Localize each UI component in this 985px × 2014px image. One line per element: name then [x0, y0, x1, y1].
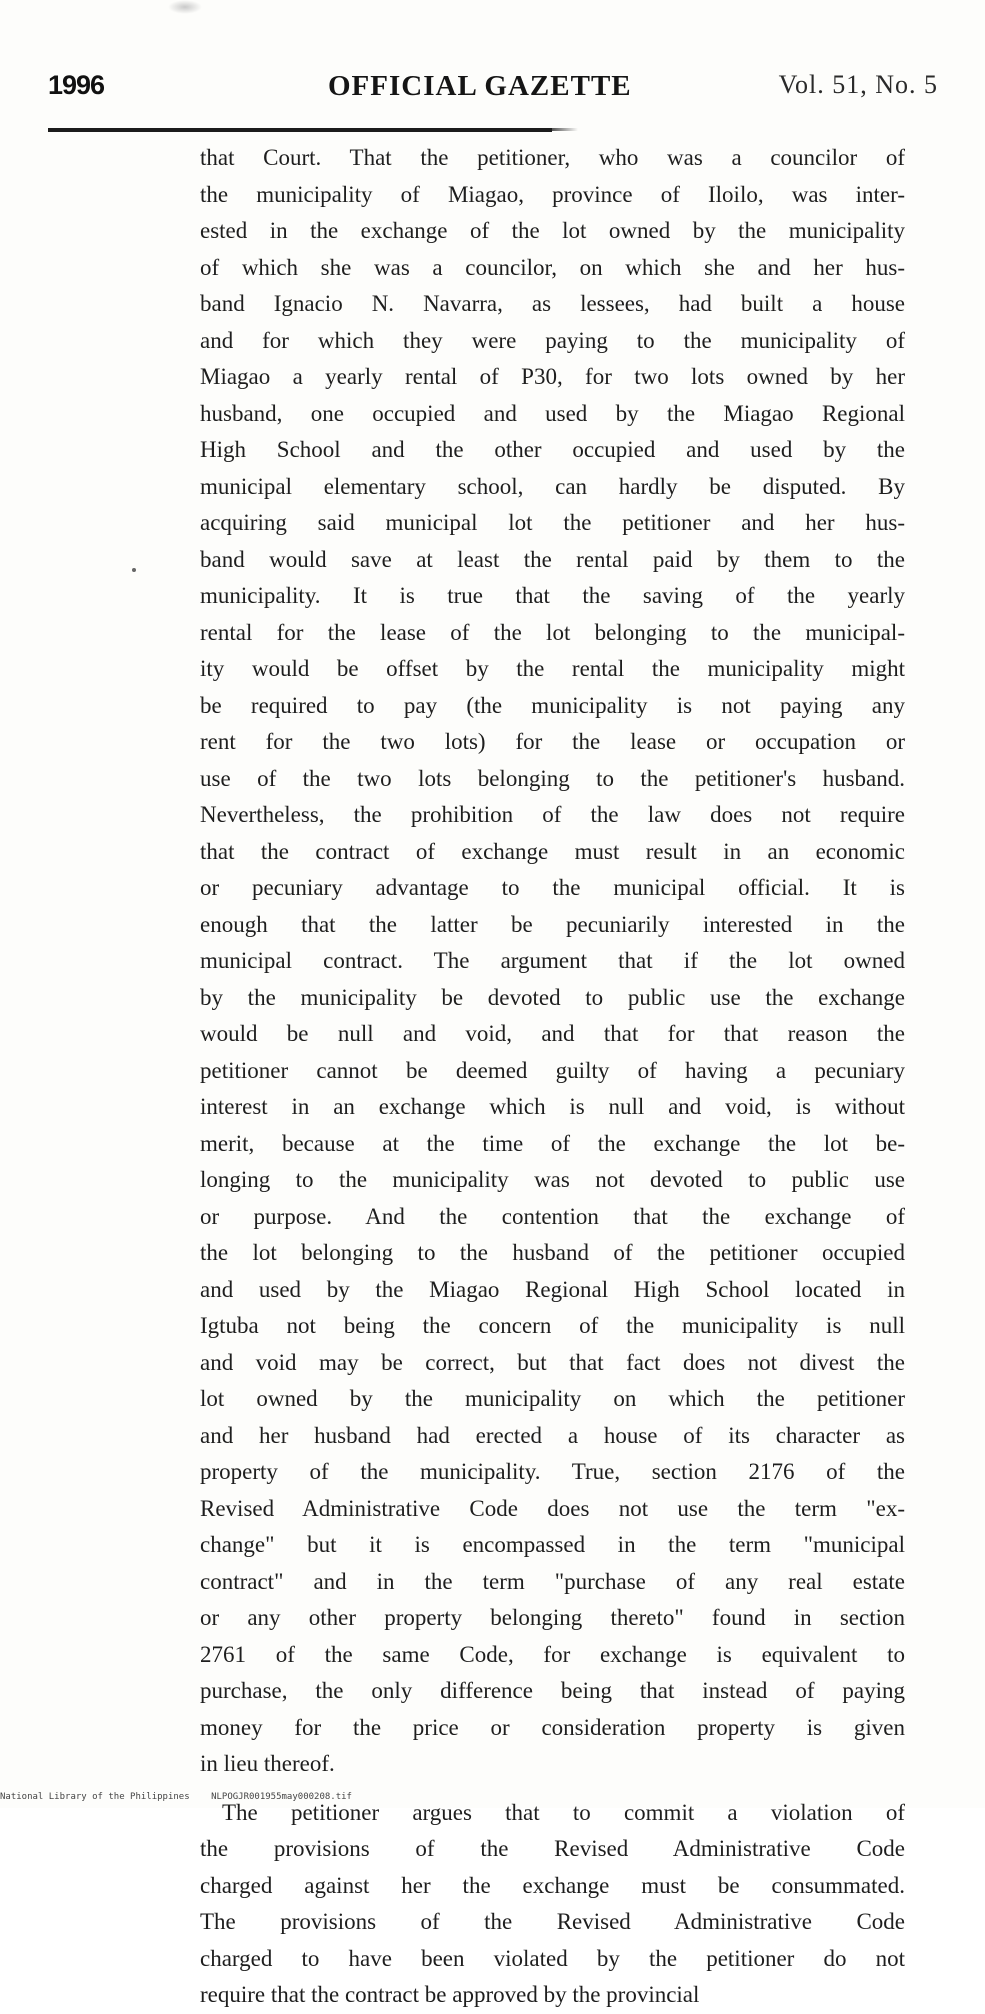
text-line: ested in the exchange of the lot owned by the municipality: [200, 218, 905, 243]
text-line: use of the two lots belonging to the petitioner's husband.: [200, 765, 905, 791]
text-line: municipal elementary school, can hardly be disputed. By: [200, 473, 905, 499]
text-line: and used by the Miagao Regional High School located in: [200, 1276, 905, 1302]
text-line: change" but it is encompassed in the term "municipal: [200, 1532, 905, 1557]
text-line: that the contract of exchange must result in an economic: [200, 838, 905, 864]
text-line: or purpose. And the contention that the exchange of: [200, 1203, 905, 1229]
text-line: and void may be correct, but that fact does not divest the: [200, 1349, 905, 1375]
text-line: Nevertheless, the prohibition of the law does not require: [200, 802, 905, 827]
text-line: charged against her the exchange must be consummated.: [200, 1872, 905, 1898]
publication-title: OFFICIAL GAZETTE: [328, 70, 632, 102]
text-line: petitioner cannot be deemed guilty of having a pecuniary: [200, 1057, 905, 1083]
text-line: would be null and void, and that for that reason the: [200, 1021, 905, 1046]
text-line: ity would be offset by the rental the municipality might: [200, 656, 905, 681]
text-line: charged to have been violated by the petitioner do not: [200, 1945, 905, 1971]
text-line: municipality. It is true that the saving of the yearly: [200, 583, 905, 608]
text-line: Revised Administrative Code does not use the term "ex-: [200, 1495, 905, 1521]
text-line: property of the municipality. True, section 2176 of the: [200, 1459, 905, 1484]
text-line: or any other property belonging thereto" found in section: [200, 1605, 905, 1630]
paragraph-1: [200, 140, 905, 1783]
text-line: Igtuba not being the concern of the municipality is null: [200, 1313, 905, 1338]
text-line: rental for the lease of the lot belonging to the municipal-: [200, 619, 905, 645]
header-rule-fade: [552, 128, 578, 131]
text-line: The provisions of the Revised Administrative Code: [200, 1909, 905, 1934]
page-header: [48, 66, 938, 110]
text-line: rent for the two lots) for the lease or occupation or: [200, 729, 905, 754]
scan-speck: [168, 0, 202, 14]
text-line: and for which they were paying to the municipality of: [200, 327, 905, 353]
body-text: [200, 140, 905, 2014]
text-line: Miagao a yearly rental of P30, for two lots owned by her: [200, 364, 905, 389]
paragraph-2: [200, 1795, 905, 2014]
text-line: The petitioner argues that to commit a violation of: [222, 1799, 905, 1825]
text-line: enough that the latter be pecuniarily interested in the: [200, 911, 905, 937]
text-line: band would save at least the rental paid by them to the: [200, 546, 905, 572]
text-line: 2761 of the same Code, for exchange is equivalent to: [200, 1641, 905, 1667]
text-line: be required to pay (the municipality is not paying any: [200, 692, 905, 718]
text-line: acquiring said municipal lot the petitioner and her hus-: [200, 510, 905, 535]
scan-footer: [0, 1792, 500, 1802]
text-line: of which she was a councilor, on which she and her hus-: [200, 254, 905, 280]
footer-library: National Library of the Philippines: [0, 1792, 190, 1802]
header-rule: [48, 128, 552, 132]
text-line: and her husband had erected a house of its character as: [200, 1422, 905, 1448]
text-line: the provisions of the Revised Administrative Code: [200, 1836, 905, 1861]
text-line: purchase, the only difference being that instead of paying: [200, 1678, 905, 1703]
volume-issue: Vol. 51, No. 5: [778, 70, 938, 99]
text-line: in lieu thereof.: [200, 1751, 335, 1776]
text-line: money for the price or consideration property is given: [200, 1714, 905, 1740]
text-line: lot owned by the municipality on which the petitioner: [200, 1386, 905, 1411]
text-line: by the municipality be devoted to public use the exchange: [200, 984, 905, 1010]
scan-dot: [132, 568, 136, 572]
text-line: band Ignacio N. Navarra, as lessees, had built a house: [200, 291, 905, 316]
text-line: interest in an exchange which is null and void, is without: [200, 1094, 905, 1119]
text-line: require that the contract be approved by the provincial: [200, 1982, 700, 2007]
text-line: longing to the municipality was not devoted to public use: [200, 1167, 905, 1192]
text-line: High School and the other occupied and used by the: [200, 437, 905, 462]
text-line: contract" and in the term "purchase of any real estate: [200, 1568, 905, 1594]
footer-file-id: NLPOGJR001955may000208.tif: [211, 1792, 352, 1802]
text-line: or pecuniary advantage to the municipal official. It is: [200, 875, 905, 900]
text-line: the municipality of Miagao, province of Iloilo, was inter-: [200, 181, 905, 207]
text-line: that Court. That the petitioner, who was a councilor of: [200, 145, 905, 170]
text-line: husband, one occupied and used by the Miagao Regional: [200, 400, 905, 426]
text-line: the lot belonging to the husband of the petitioner occupied: [200, 1240, 905, 1265]
page-number: 1996: [48, 70, 105, 100]
text-line: municipal contract. The argument that if the lot owned: [200, 948, 905, 973]
text-line: merit, because at the time of the exchange the lot be-: [200, 1130, 905, 1156]
